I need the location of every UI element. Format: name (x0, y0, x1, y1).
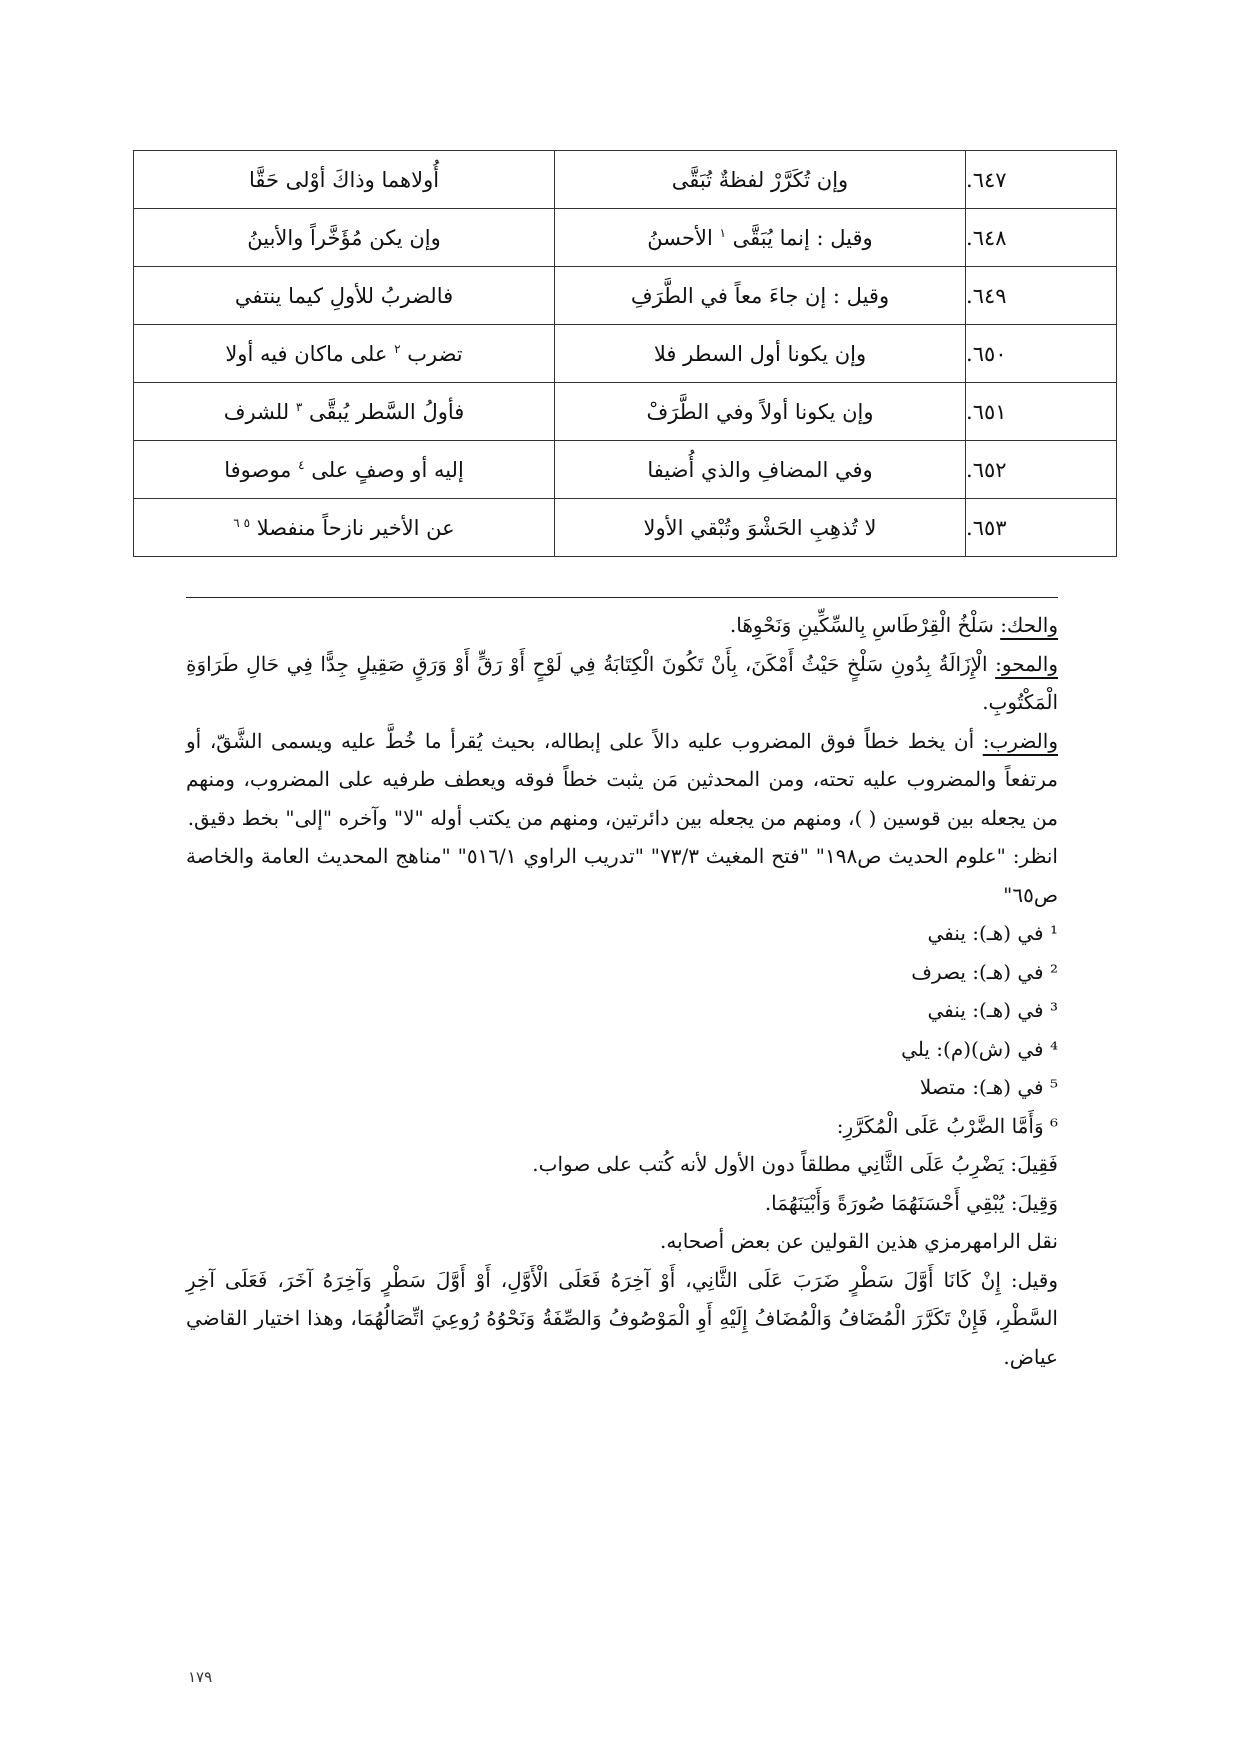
footnote-3: ³ في (هـ): ينفي (927, 998, 1058, 1022)
references: انظر: "علوم الحديث ص١٩٨" "فتح المغيث ٧٣/٣" "تدريب الراوي ٥١٦/١" "مناهج المحديث العامة والخاصة ص٦٥" (186, 844, 1058, 907)
footnote-marker: ٥ ٦ (233, 515, 251, 530)
footnote-6: ⁶ وَأَمَّا الضَّرْبُ عَلَى الْمُكَرَّرِ: (836, 1113, 1058, 1138)
note-paragraph: نقل الرامهرمزي هذين القولين عن بعض أصحابه. (660, 1229, 1058, 1253)
verse-row (134, 325, 1117, 383)
note-paragraph: فَقِيلَ: يَضْرِبُ عَلَى الثَّانِي مطلقاً دون الأول لأنه كُتب على صواب. (532, 1152, 1058, 1176)
note-paragraph: وَقِيلَ: يُبْقِي أَحْسَنَهُمَا صُورَةً وَأَبْيَنَهُمَا. (764, 1190, 1058, 1215)
verse-row (134, 267, 1117, 325)
hemistich-text-end: للشرف (223, 399, 290, 424)
verse-table (133, 150, 1117, 557)
footnote-2: ² في (هـ): يصرف (911, 959, 1058, 984)
verse-first-hemistich (555, 209, 966, 267)
footnote-marker: ١ (719, 225, 726, 240)
footnote-separator (186, 597, 1058, 598)
verse-row (134, 441, 1117, 499)
term-label: والمحو: (995, 651, 1058, 676)
verse-second-hemistich (134, 499, 555, 557)
verse-number: ٦٥٣. (966, 499, 1117, 557)
term-label: والحك: (1000, 613, 1058, 637)
footnote-marker: ٣ (295, 399, 303, 414)
verse-row (134, 499, 1117, 557)
term-label: والضرب: (982, 728, 1058, 753)
verse-second-hemistich (134, 325, 555, 383)
hemistich-text-end: الأحسنُ (647, 225, 713, 250)
verse-number: ٦٥٢. (966, 441, 1117, 499)
hemistich-text-end: على ماكان فيه أولا (225, 341, 388, 366)
hemistich-text: تضرب (407, 341, 463, 366)
verse-second-hemistich: وإن يكن مُؤَخَّراً والأبينُ (134, 209, 555, 267)
note-paragraph (186, 645, 1058, 722)
note-paragraph (186, 606, 1058, 645)
footnotes (186, 606, 1058, 1376)
footnote-marker: ٤ (298, 457, 305, 472)
note-text: سَلْخُ الْقِرْطَاسِ بِالسِّكِّينِ وَنَحْوِهَا. (729, 613, 1001, 637)
verse-number: ٦٤٩. (966, 267, 1117, 325)
verse-row (134, 383, 1117, 441)
verse-number: ٦٥١. (966, 383, 1117, 441)
note-paragraph: وقيل: إِنْ كَانَا أَوَّلَ سَطْرٍ ضَرَبَ عَلَى الثَّانِي، أَوْ آخِرَهُ فَعَلَى الْأَوَّلِ، أَوْ أَوَّلَ سَطْرٍ وَآخِرَهُ آخَرَ، فَعَلَى آخِرِ السَّطْرِ، فَإِنْ تَكَرَّرَ الْمُضَافُ وَالْمُضَافُ إِلَيْهِ أَوِ الْمَوْصُوفُ وَالصِّفَةُ وَنَحْوُهُ رُوعِيَ اتِّصَالُهُمَا، وهذا اختيار القاضي عياض. (186, 1267, 1058, 1369)
verse-first-hemistich: لا تُذهِبِ الحَشْوَ وتُبْقي الأولا (555, 499, 966, 557)
page-number: ١٧٩ (188, 1668, 213, 1686)
footnote-4: ⁴ في (ش)(م): يلي (901, 1036, 1058, 1061)
verse-first-hemistich: وفي المضافِ والذي أُضيفا (555, 441, 966, 499)
footnote-1: ¹ في (هـ): ينفي (927, 921, 1058, 945)
note-text: أن يخط خطاً فوق المضروب عليه دالاً على إبطاله، بحيث يُقرأ ما خُطَّ عليه ويسمى الشَّقّ، أو مرتفعاً والمضروب عليه تحته، ومن المحدثين مَن يثبت خطاً فوقه ويعطف طرفيه على المضروب، ومنهم من يجعله بين قوسين ( )، ومنهم من يجعله بين دائرتين، ومنهم من يكتب أوله "لا" وآخره "إلى" بخط دقيق. (186, 728, 1058, 830)
verse-first-hemistich: وإن يكونا أول السطر فلا (555, 325, 966, 383)
verse-first-hemistich: وإن يكونا أولاً وفي الطَّرَفْ (555, 383, 966, 441)
hemistich-text-end: موصوفا (224, 457, 292, 482)
note-paragraph (186, 722, 1058, 838)
verse-second-hemistich: أُولاهما وذاكَ أوْلى حَقَّا (134, 151, 555, 209)
verse-second-hemistich: فالضربُ للأولِ كيما ينتفي (134, 267, 555, 325)
hemistich-text: فأولُ السَّطر يُبقَّى (309, 399, 465, 424)
verse-row (134, 209, 1117, 267)
footnote-marker: ٢ (394, 341, 401, 356)
verse-number: ٦٤٨. (966, 209, 1117, 267)
hemistich-text: إليه أو وصفٍ على (311, 457, 464, 482)
verse-row (134, 151, 1117, 209)
hemistich-text: وقيل : إنما يُبَقَّى (732, 225, 873, 250)
verse-first-hemistich: وإن تُكَرَّرْ لفظةٌ تُبَقَّى (555, 151, 966, 209)
hemistich-text: عن الأخير نازحاً منفصلا (256, 515, 455, 540)
verse-second-hemistich (134, 383, 555, 441)
verse-number: ٦٥٠. (966, 325, 1117, 383)
verse-number: ٦٤٧. (966, 151, 1117, 209)
verse-first-hemistich: وقيل : إن جاءَ معاً في الطَّرَفِ (555, 267, 966, 325)
footnote-5: ⁵ في (هـ): متصلا (919, 1075, 1058, 1099)
verse-second-hemistich (134, 441, 555, 499)
note-text: الْإِزَالَةُ بِدُونِ سَلْخٍ حَيْثُ أَمْكَنَ، بِأَنْ تَكُونَ الْكِتَابَةُ فِي لَوْحٍ أَوْ رَقٍّ أَوْ وَرَقٍ صَقِيلٍ جِدًّا فِي حَالِ طَرَاوَةِ الْمَكْتُوبِ. (186, 651, 1058, 714)
